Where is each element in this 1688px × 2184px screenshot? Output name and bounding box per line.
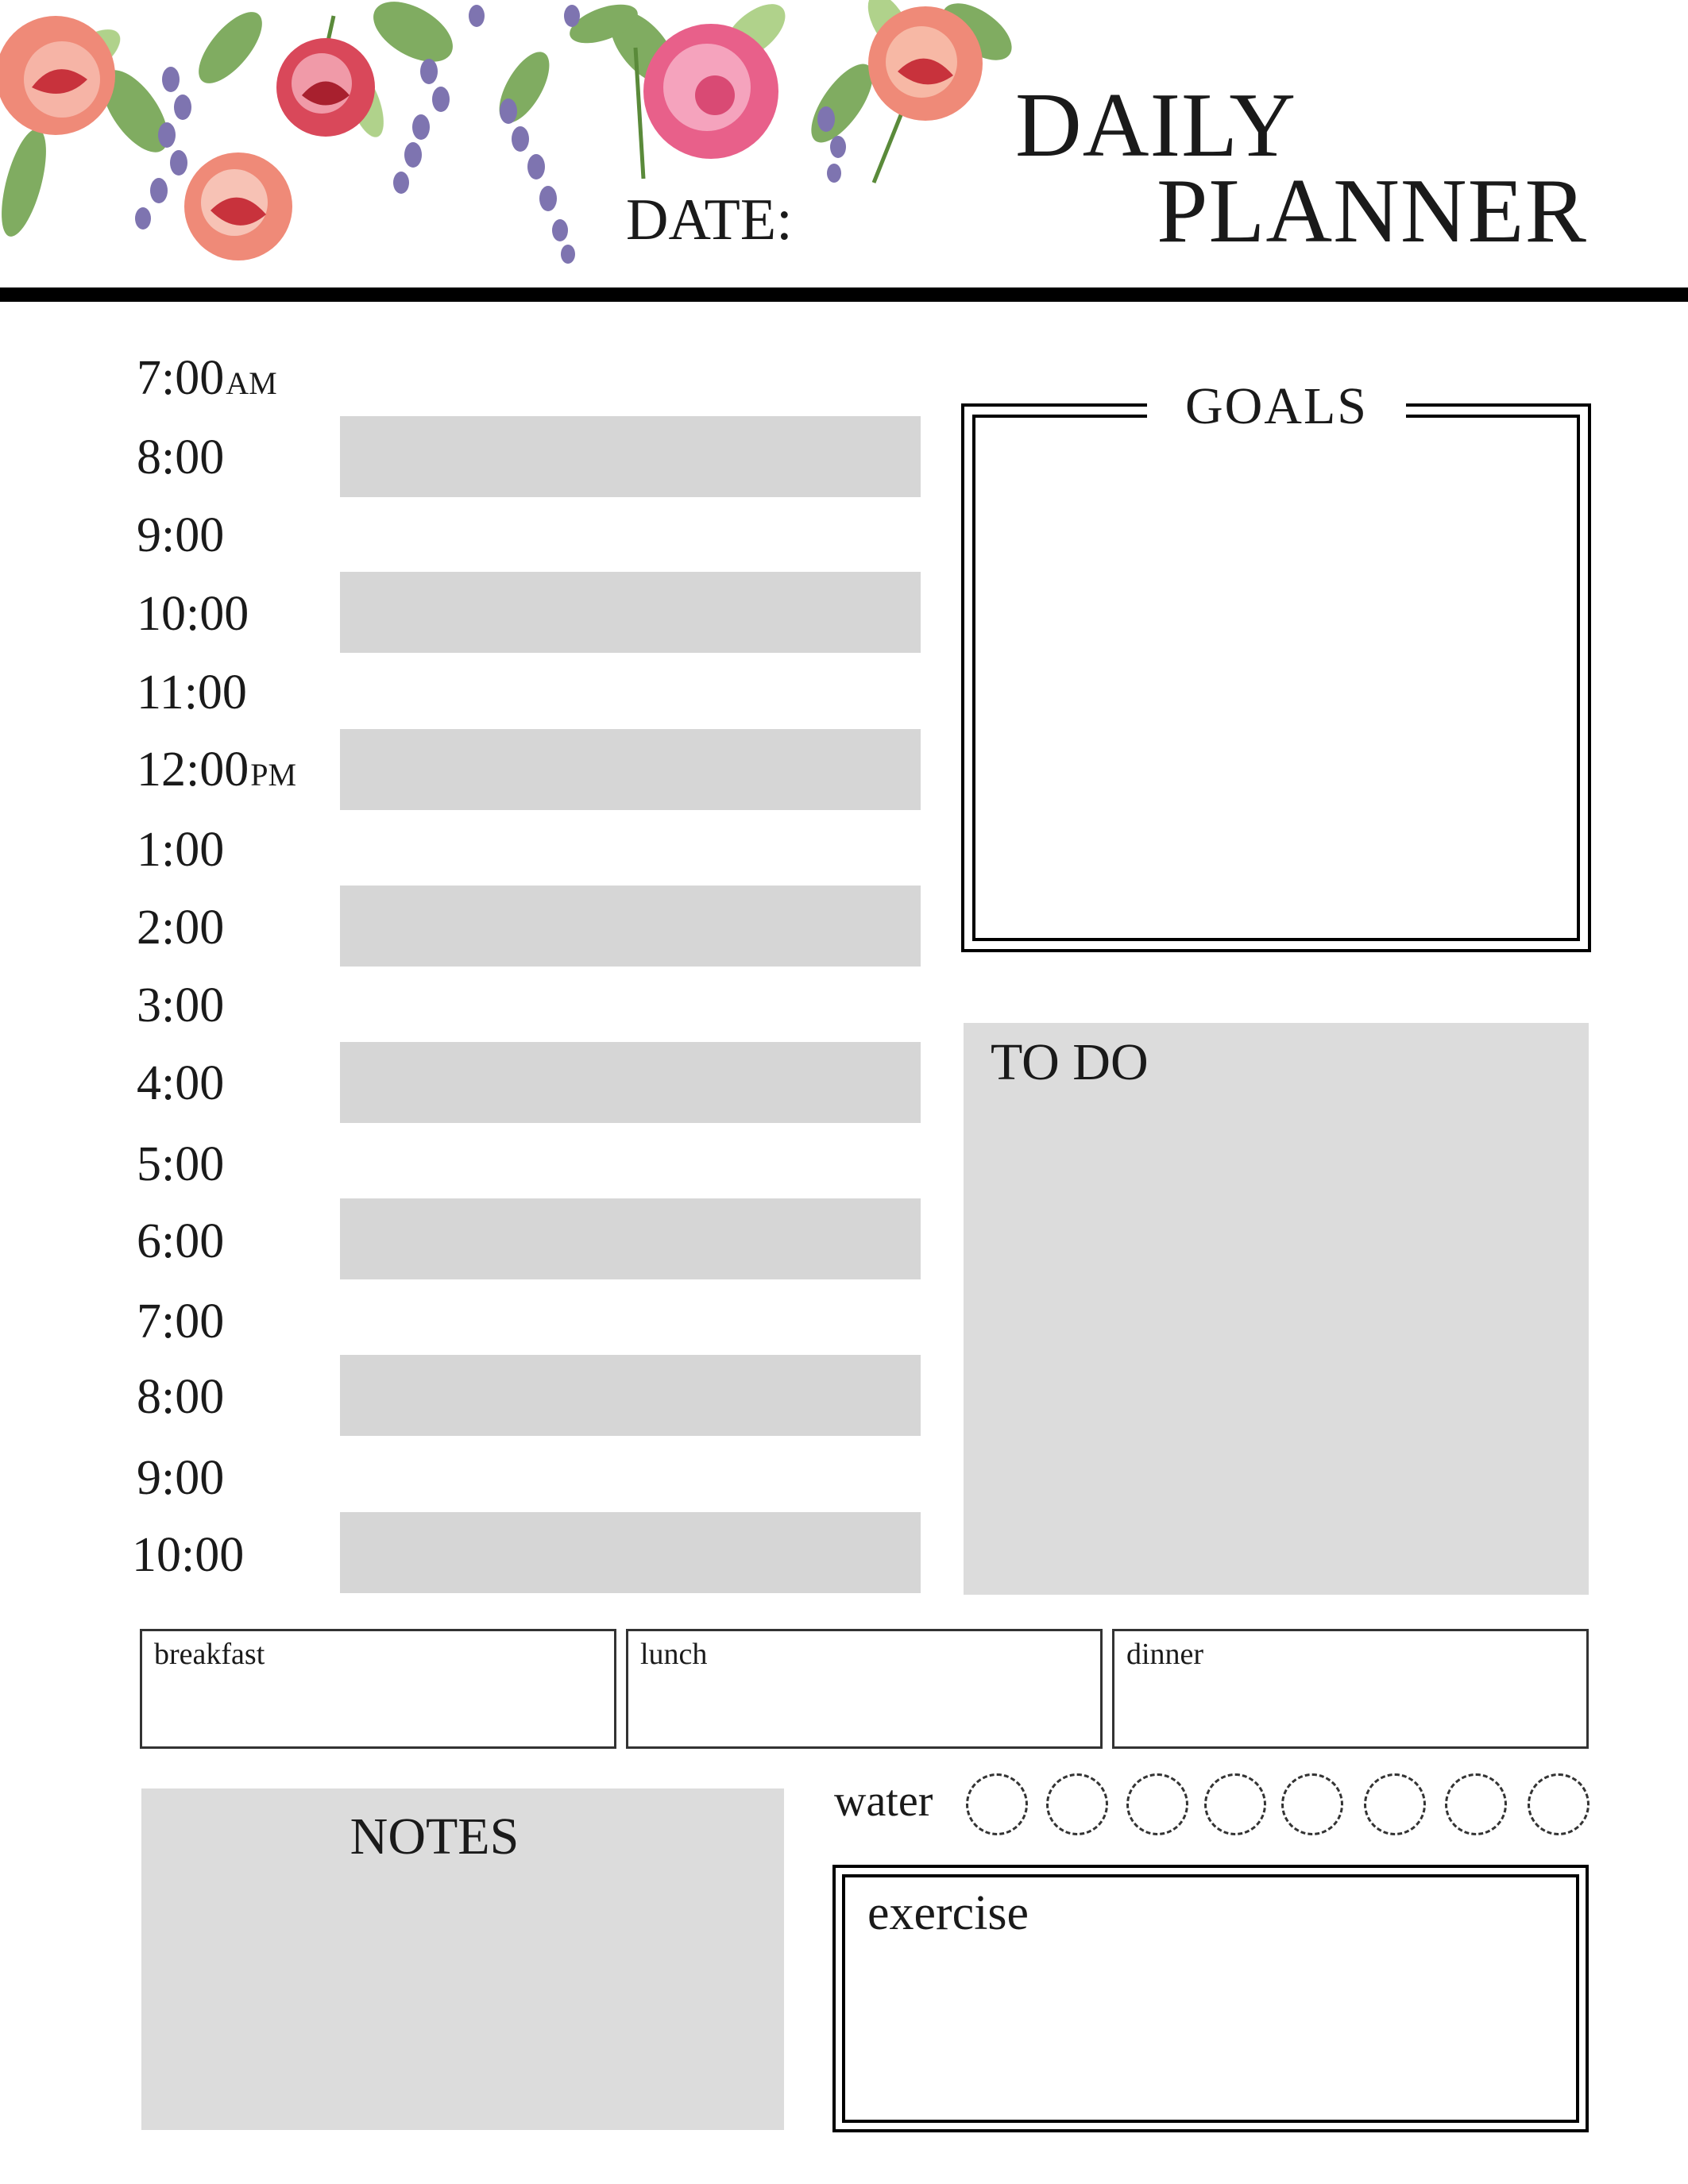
- schedule-slot-shaded[interactable]: [340, 1355, 921, 1436]
- schedule-slot-shaded[interactable]: [340, 416, 921, 497]
- time-label: 5:00: [137, 1137, 225, 1191]
- time-label: 3:00: [137, 978, 225, 1032]
- dinner-box[interactable]: [1112, 1629, 1589, 1749]
- time-label: 6:00: [137, 1214, 225, 1268]
- time-label: 9:00: [137, 508, 225, 562]
- time-label: 7:00: [137, 1295, 225, 1349]
- date-label: DATE:: [626, 187, 793, 253]
- water-label: water: [834, 1777, 933, 1826]
- schedule-slot-shaded[interactable]: [340, 1198, 921, 1279]
- lunch-label: lunch: [640, 1638, 708, 1671]
- water-glass-checkbox[interactable]: [1046, 1773, 1108, 1835]
- water-glass-checkbox[interactable]: [1364, 1773, 1426, 1835]
- exercise-label: exercise: [867, 1886, 1029, 1940]
- time-label: 11:00: [137, 666, 247, 720]
- time-label: 8:00: [137, 430, 225, 484]
- water-glass-checkbox[interactable]: [1281, 1773, 1343, 1835]
- goals-title: GOALS: [1147, 373, 1406, 440]
- lunch-box[interactable]: [626, 1629, 1103, 1749]
- floral-illustration: [0, 0, 1056, 286]
- time-label: 8:00: [137, 1370, 225, 1424]
- schedule-slot-shaded[interactable]: [340, 572, 921, 653]
- notes-title: NOTES: [350, 1808, 520, 1866]
- schedule-slot-shaded[interactable]: [340, 886, 921, 967]
- title-planner: PLANNER: [1157, 160, 1587, 262]
- water-glass-checkbox[interactable]: [1204, 1773, 1266, 1835]
- title-daily: DAILY: [1015, 75, 1297, 176]
- todo-title: TO DO: [991, 1033, 1149, 1091]
- time-label: 4:00: [137, 1056, 225, 1110]
- water-glass-checkbox[interactable]: [1126, 1773, 1188, 1835]
- floral-svg: [0, 0, 1056, 286]
- time-label: 10:00: [137, 587, 249, 641]
- schedule-slot-shaded[interactable]: [340, 1042, 921, 1123]
- water-glass-checkbox[interactable]: [966, 1773, 1028, 1835]
- todo-box[interactable]: [964, 1023, 1589, 1595]
- breakfast-box[interactable]: [140, 1629, 616, 1749]
- time-label: 7:00AM: [137, 351, 277, 405]
- goals-box[interactable]: [972, 415, 1580, 941]
- time-label: 1:00: [137, 823, 225, 877]
- time-label: 2:00: [137, 901, 225, 955]
- schedule-slot-shaded[interactable]: [340, 729, 921, 810]
- water-glass-checkbox[interactable]: [1445, 1773, 1507, 1835]
- time-label: 9:00: [137, 1451, 225, 1505]
- water-glass-checkbox[interactable]: [1528, 1773, 1590, 1835]
- schedule-slot-shaded[interactable]: [340, 1512, 921, 1593]
- time-label: 12:00PM: [137, 743, 297, 797]
- breakfast-label: breakfast: [154, 1638, 265, 1671]
- dinner-label: dinner: [1126, 1638, 1204, 1671]
- header-rule: [0, 287, 1688, 302]
- time-label: 10:00: [132, 1528, 245, 1582]
